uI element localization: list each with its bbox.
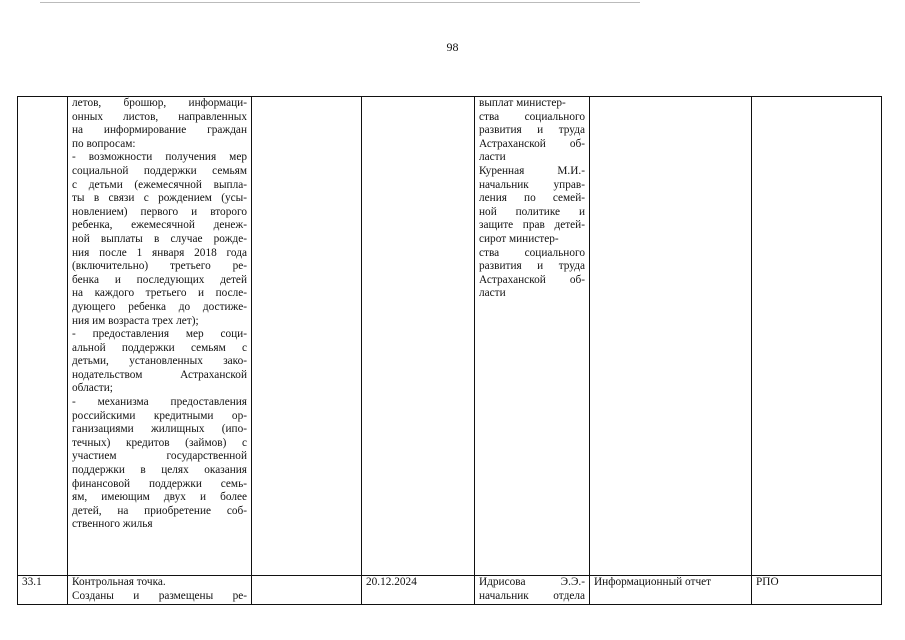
- text-line: бенка и последующих детей: [72, 273, 247, 286]
- row-number-cell: 33.1: [18, 576, 68, 605]
- text-line: нодательством Астраханской: [72, 368, 247, 381]
- text-line: ласти: [479, 287, 506, 300]
- text-line: ния им возраста трех лет);: [72, 314, 199, 327]
- text-line: ственного жилья: [72, 518, 153, 531]
- text-line: начальник управ-: [479, 178, 585, 191]
- text-line: ной выплаты в случае рожде-: [72, 232, 247, 245]
- text-line: онных листов, направленных: [72, 110, 247, 123]
- responsible-cell: [475, 97, 590, 576]
- end-date-cell: 20.12.2024: [362, 576, 475, 605]
- text-line: с детьми (ежемесячной выпла-: [72, 178, 247, 191]
- text-line: развития и труда: [479, 124, 585, 137]
- text-line: Созданы и размещены ре-: [72, 589, 247, 602]
- text-line: Астраханской об-: [479, 137, 585, 150]
- document-type-cell: [590, 97, 752, 576]
- text-line: течных) кредитов (займов) с: [72, 436, 247, 449]
- text-line: поддержки в целях оказания: [72, 464, 247, 477]
- text-line: выплат министер-: [479, 97, 566, 109]
- responsible-text: [479, 97, 585, 301]
- text-line: сирот министер-: [479, 232, 559, 245]
- activity-cell: [68, 576, 252, 605]
- text-line: начальник отдела: [479, 589, 585, 602]
- text-line: ства социального: [479, 246, 585, 259]
- plan-table: [17, 96, 882, 605]
- text-line: детьми, установленных зако-: [72, 355, 247, 368]
- text-line: дующего ребенка до достиже-: [72, 300, 247, 313]
- text-line: ганизациями жилищных (ипо-: [72, 423, 247, 436]
- text-line: Куренная М.И.-: [479, 164, 585, 177]
- text-line: летов, брошюр, информаци-: [72, 97, 247, 109]
- table-row: [18, 576, 882, 605]
- level-cell: [752, 97, 882, 576]
- text-line: защите прав детей-: [479, 219, 585, 232]
- text-line: ласти: [479, 151, 506, 164]
- responsible-cell: [475, 576, 590, 605]
- text-line: альной поддержки семьям с: [72, 341, 247, 354]
- activity-cell: [68, 97, 252, 576]
- text-line: - возможности получения мер: [72, 151, 247, 164]
- start-date-cell: [252, 576, 362, 605]
- activity-text: [72, 576, 247, 603]
- text-line: (включительно) третьего ре-: [72, 260, 247, 273]
- activity-text: [72, 97, 247, 532]
- text-line: - механизма предоставления: [72, 396, 247, 409]
- text-line: ления по семей-: [479, 192, 585, 205]
- text-line: Астраханской об-: [479, 273, 585, 286]
- text-line: детей, на приобретение соб-: [72, 504, 247, 517]
- page-number: 98: [446, 40, 459, 54]
- text-line: на информирование граждан: [72, 124, 247, 137]
- level-cell: РПО: [752, 576, 882, 605]
- text-line: - предоставления мер соци-: [72, 328, 247, 341]
- text-line: Идрисова Э.Э.-: [479, 576, 585, 588]
- text-line: ной политике и: [479, 205, 585, 218]
- row-number-cell: [18, 97, 68, 576]
- end-date-cell: [362, 97, 475, 576]
- text-line: новлением) первого и второго: [72, 205, 247, 218]
- responsible-text: [479, 576, 585, 603]
- text-line: Контрольная точка.: [72, 576, 166, 588]
- text-line: ты в связи с рождением (усы-: [72, 192, 247, 205]
- text-line: ям, имеющим двух и более: [72, 491, 247, 504]
- text-line: участием государственной: [72, 450, 247, 463]
- text-line: ства социального: [479, 110, 585, 123]
- table-row: [18, 97, 882, 576]
- text-line: ребенка, ежемесячной денеж-: [72, 219, 247, 232]
- text-line: финансовой поддержки семь-: [72, 477, 247, 490]
- text-line: ния после 1 января 2018 года: [72, 246, 247, 259]
- text-line: области;: [72, 382, 113, 395]
- text-line: на каждого третьего и после-: [72, 287, 247, 300]
- top-rule: [40, 2, 640, 3]
- text-line: по вопросам:: [72, 137, 136, 150]
- start-date-cell: [252, 97, 362, 576]
- text-line: социальной поддержки семьям: [72, 164, 247, 177]
- text-line: российскими кредитными ор-: [72, 409, 247, 422]
- document-type-cell: Информационный отчет: [590, 576, 752, 605]
- text-line: развития и труда: [479, 260, 585, 273]
